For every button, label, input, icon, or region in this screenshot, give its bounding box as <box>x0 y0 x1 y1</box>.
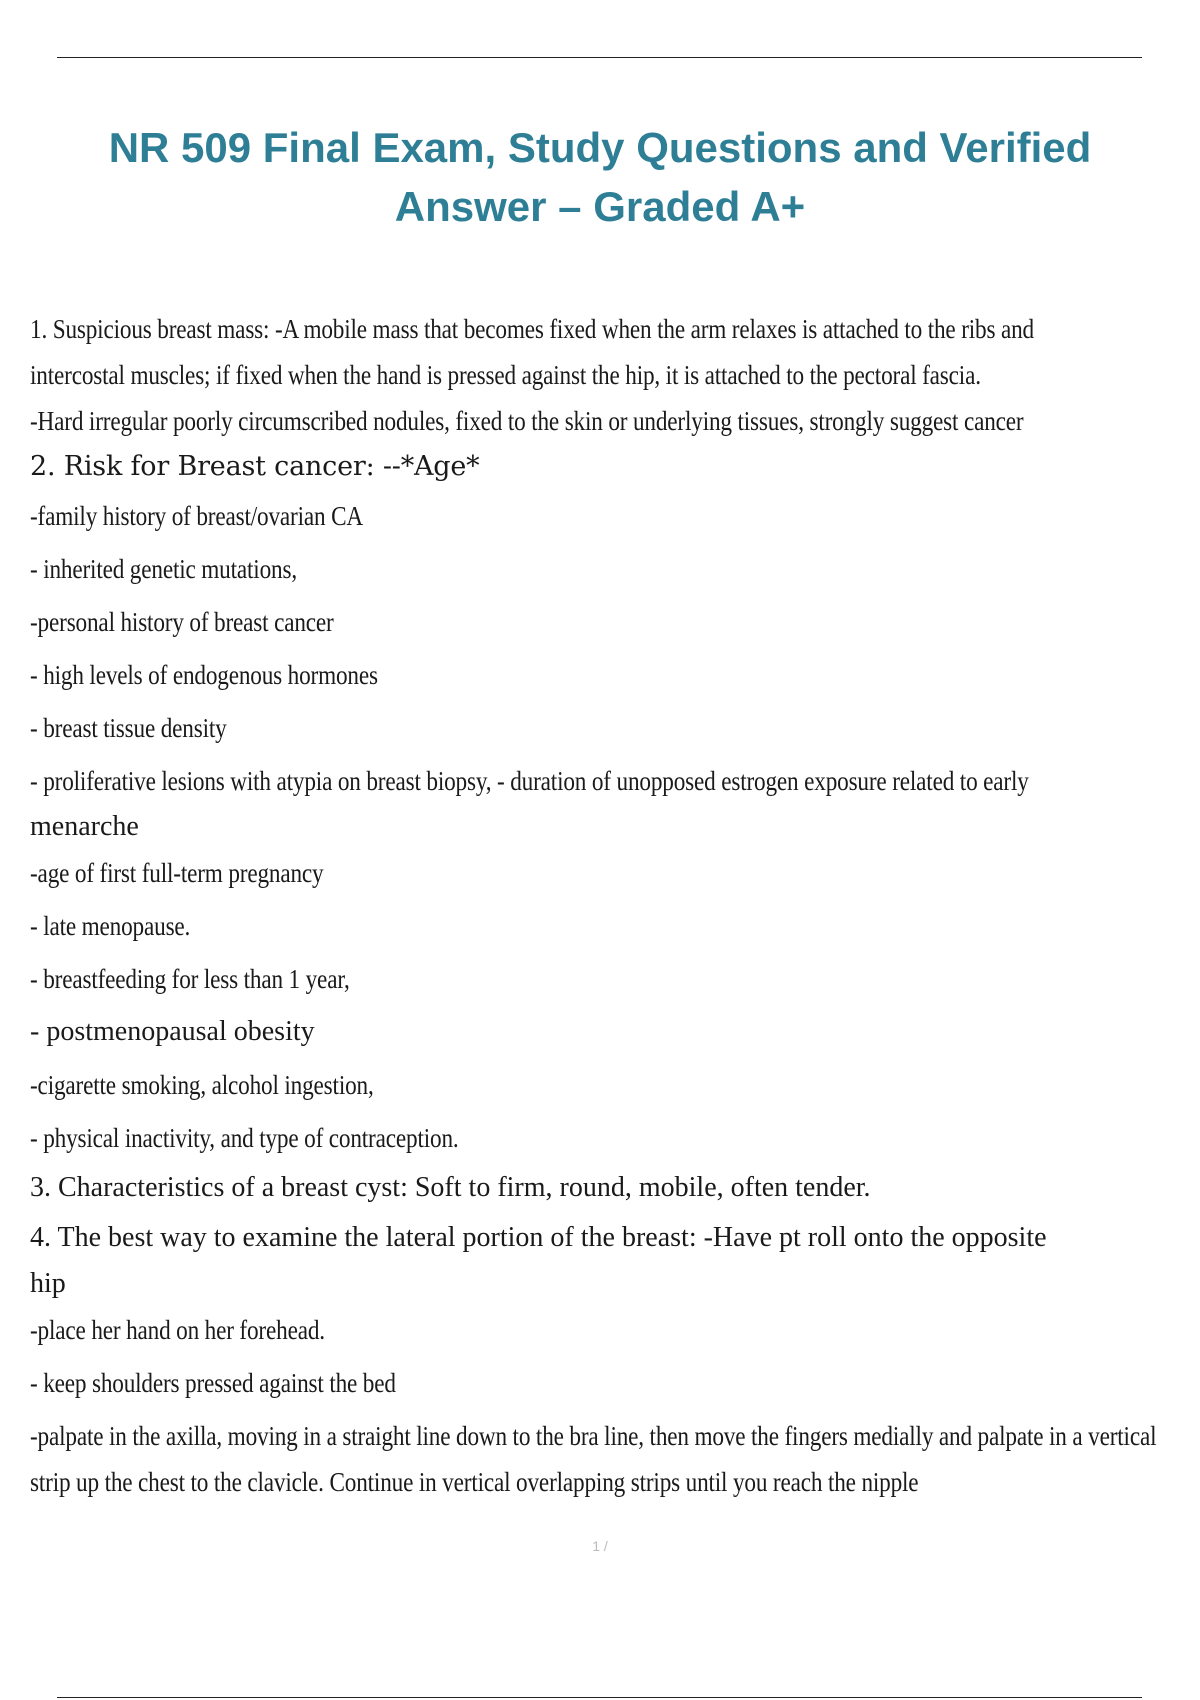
q2-item-2: - inherited genetic mutations, <box>30 554 297 584</box>
q4-line-1: 4. The best way to examine the lateral portion of the breast: -Have pt roll onto the opposite <box>30 1222 1047 1253</box>
q2-item-9: - breastfeeding for less than 1 year, <box>30 964 350 994</box>
document-title <box>40 118 1160 236</box>
q1-line-1: 1. Suspicious breast mass: -A mobile mass that becomes fixed when the arm relaxes is attached to the ribs and <box>30 314 1034 344</box>
q2-item-10: - postmenopausal obesity <box>30 1016 315 1047</box>
q4-item-3-cont: strip up the chest to the clavicle. Continue in vertical overlapping strips until you reach the nipple <box>30 1467 919 1497</box>
q2-item-5: - breast tissue density <box>30 713 227 743</box>
q2-item-1: -family history of breast/ovarian CA <box>30 501 363 531</box>
q2-item-8: - late menopause. <box>30 911 191 941</box>
q4-line-2: hip <box>30 1268 66 1299</box>
q2-heading: 2. Risk for Breast cancer: --*Age* <box>30 451 480 482</box>
q2-item-3: -personal history of breast cancer <box>30 607 334 637</box>
q4-item-2: - keep shoulders pressed against the bed <box>30 1368 396 1398</box>
q3-line: 3. Characteristics of a breast cyst: Soft to firm, round, mobile, often tender. <box>30 1172 871 1203</box>
q1-line-2: intercostal muscles; if fixed when the hand is pressed against the hip, it is attached to the pectoral fascia. <box>30 360 981 390</box>
q2-item-11: -cigarette smoking, alcohol ingestion, <box>30 1070 374 1100</box>
q2-item-6: - proliferative lesions with atypia on breast biopsy, - duration of unopposed estrogen exposure related to early <box>30 766 1029 796</box>
q1-line-3: -Hard irregular poorly circumscribed nodules, fixed to the skin or underlying tissues, strongly suggest cancer <box>30 406 1024 436</box>
q4-item-3: -palpate in the axilla, moving in a straight line down to the bra line, then move the fingers medially and palpate in a vertical <box>30 1421 1157 1451</box>
footer-rule <box>57 1697 1142 1698</box>
title-line-2: Answer – Graded A+ <box>394 183 806 230</box>
title-line-1: NR 509 Final Exam, Study Questions and Verified <box>108 124 1092 171</box>
q2-item-4: - high levels of endogenous hormones <box>30 660 378 690</box>
q2-item-6-cont: menarche <box>30 811 139 842</box>
q2-item-7: -age of first full-term pregnancy <box>30 858 324 888</box>
q2-item-12: - physical inactivity, and type of contraception. <box>30 1123 459 1153</box>
header-rule <box>57 57 1142 58</box>
q4-item-1: -place her hand on her forehead. <box>30 1315 325 1345</box>
document-body <box>30 314 1200 1497</box>
page-number: 1 / <box>592 1538 608 1554</box>
